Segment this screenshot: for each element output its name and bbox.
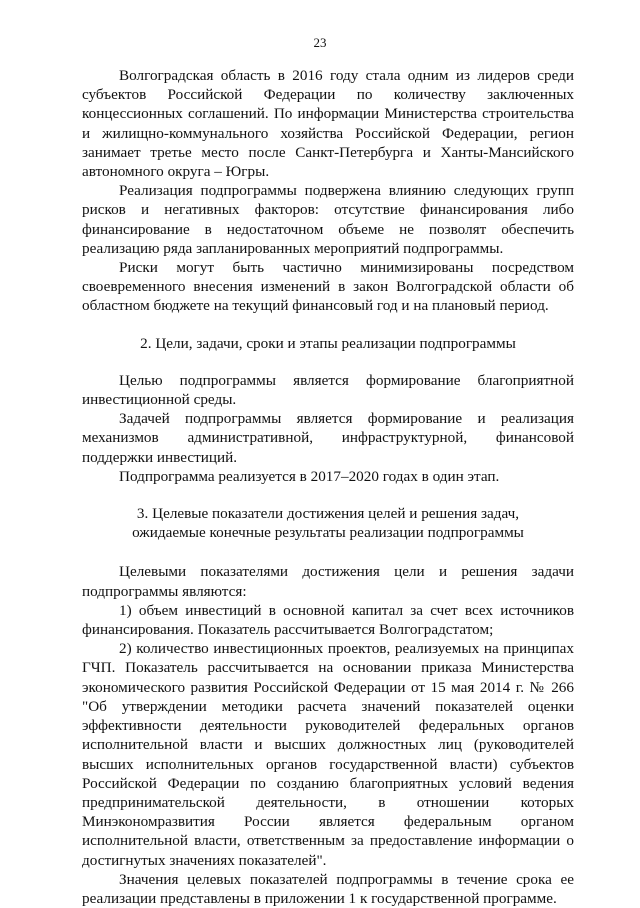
paragraph-indicator-2: 2) количество инвестиционных проектов, реализуемых на принципах ГЧП. Показатель рассчитывается на основании приказа Министерства экономического развития Российской Федерации от 15 мая 2014 г. № 266 "Об утверждении методики расчета значений показателей оценки эффективности деятельности руководителей федеральных органов исполнительной власти и высших должностных лиц (руководителей высших исполнительных органов государственной власти) субъектов Российской Федерации по созданию благоприятных условий ведения предпринимательской деятельности, в отношении которых Минэкономразвития России является федеральным органом исполнительной власти, ответственным за предоставление информации о достигнутых значениях показателей". (82, 640, 574, 869)
paragraph-indicators-intro: Целевыми показателями достижения цели и решения задачи подпрограммы являются: (82, 563, 574, 600)
paragraph-indicator-values: Значения целевых показателей подпрограммы в течение срока ее реализации представлены в приложении 1 к государственной программе. (82, 870, 574, 907)
paragraph-regional-leader: Волгоградская область в 2016 году стала одним из лидеров среди субъектов Российской Федерации по количеству заключенных концессионных соглашений. По информации Министерства строительства и жилищно-коммунального хозяйства Российской Федерации, регион занимает третье место после Санкт-Петербурга и Ханты-Мансийского автономного округа – Югры. (82, 67, 574, 181)
spacer (82, 353, 574, 371)
section-3-heading (82, 504, 574, 542)
spacer (82, 486, 574, 504)
page-number: 23 (313, 35, 327, 50)
paragraph-risk-mitigation: Риски могут быть частично минимизированы посредством своевременного внесения изменений в закон Волгоградской области об областном бюджете на текущий финансовый год и на плановый период. (82, 259, 574, 315)
spacer (82, 542, 574, 562)
paragraph-task: Задачей подпрограммы является формирование и реализация механизмов административной, инфраструктурной, финансовой поддержки инвестиций. (82, 410, 574, 466)
document-body (82, 66, 574, 908)
section-2-heading: 2. Цели, задачи, сроки и этапы реализации подпрограммы (140, 334, 516, 352)
paragraph-goal: Целью подпрограммы является формирование благоприятной инвестиционной среды. (82, 371, 574, 409)
spacer (82, 316, 574, 334)
paragraph-risks-factors: Реализация подпрограммы подвержена влиянию следующих групп рисков и негативных факторов: отсутствие финансирования либо финансирование в недостаточном объеме не позволят обеспечить реализацию ряда запланированных мероприятий подпрограммы. (82, 182, 574, 257)
paragraph-indicator-1: 1) объем инвестиций в основной капитал за счет всех источников финансирования. Показатель рассчитывается Волгоградстатом; (82, 601, 574, 639)
section-3-heading-line-2: ожидаемые конечные результаты реализации подпрограммы (132, 524, 524, 542)
paragraph-timeline: Подпрограмма реализуется в 2017–2020 годах в один этап. (119, 467, 500, 485)
section-3-heading-line-1: 3. Целевые показатели достижения целей и решения задач, (136, 505, 520, 523)
